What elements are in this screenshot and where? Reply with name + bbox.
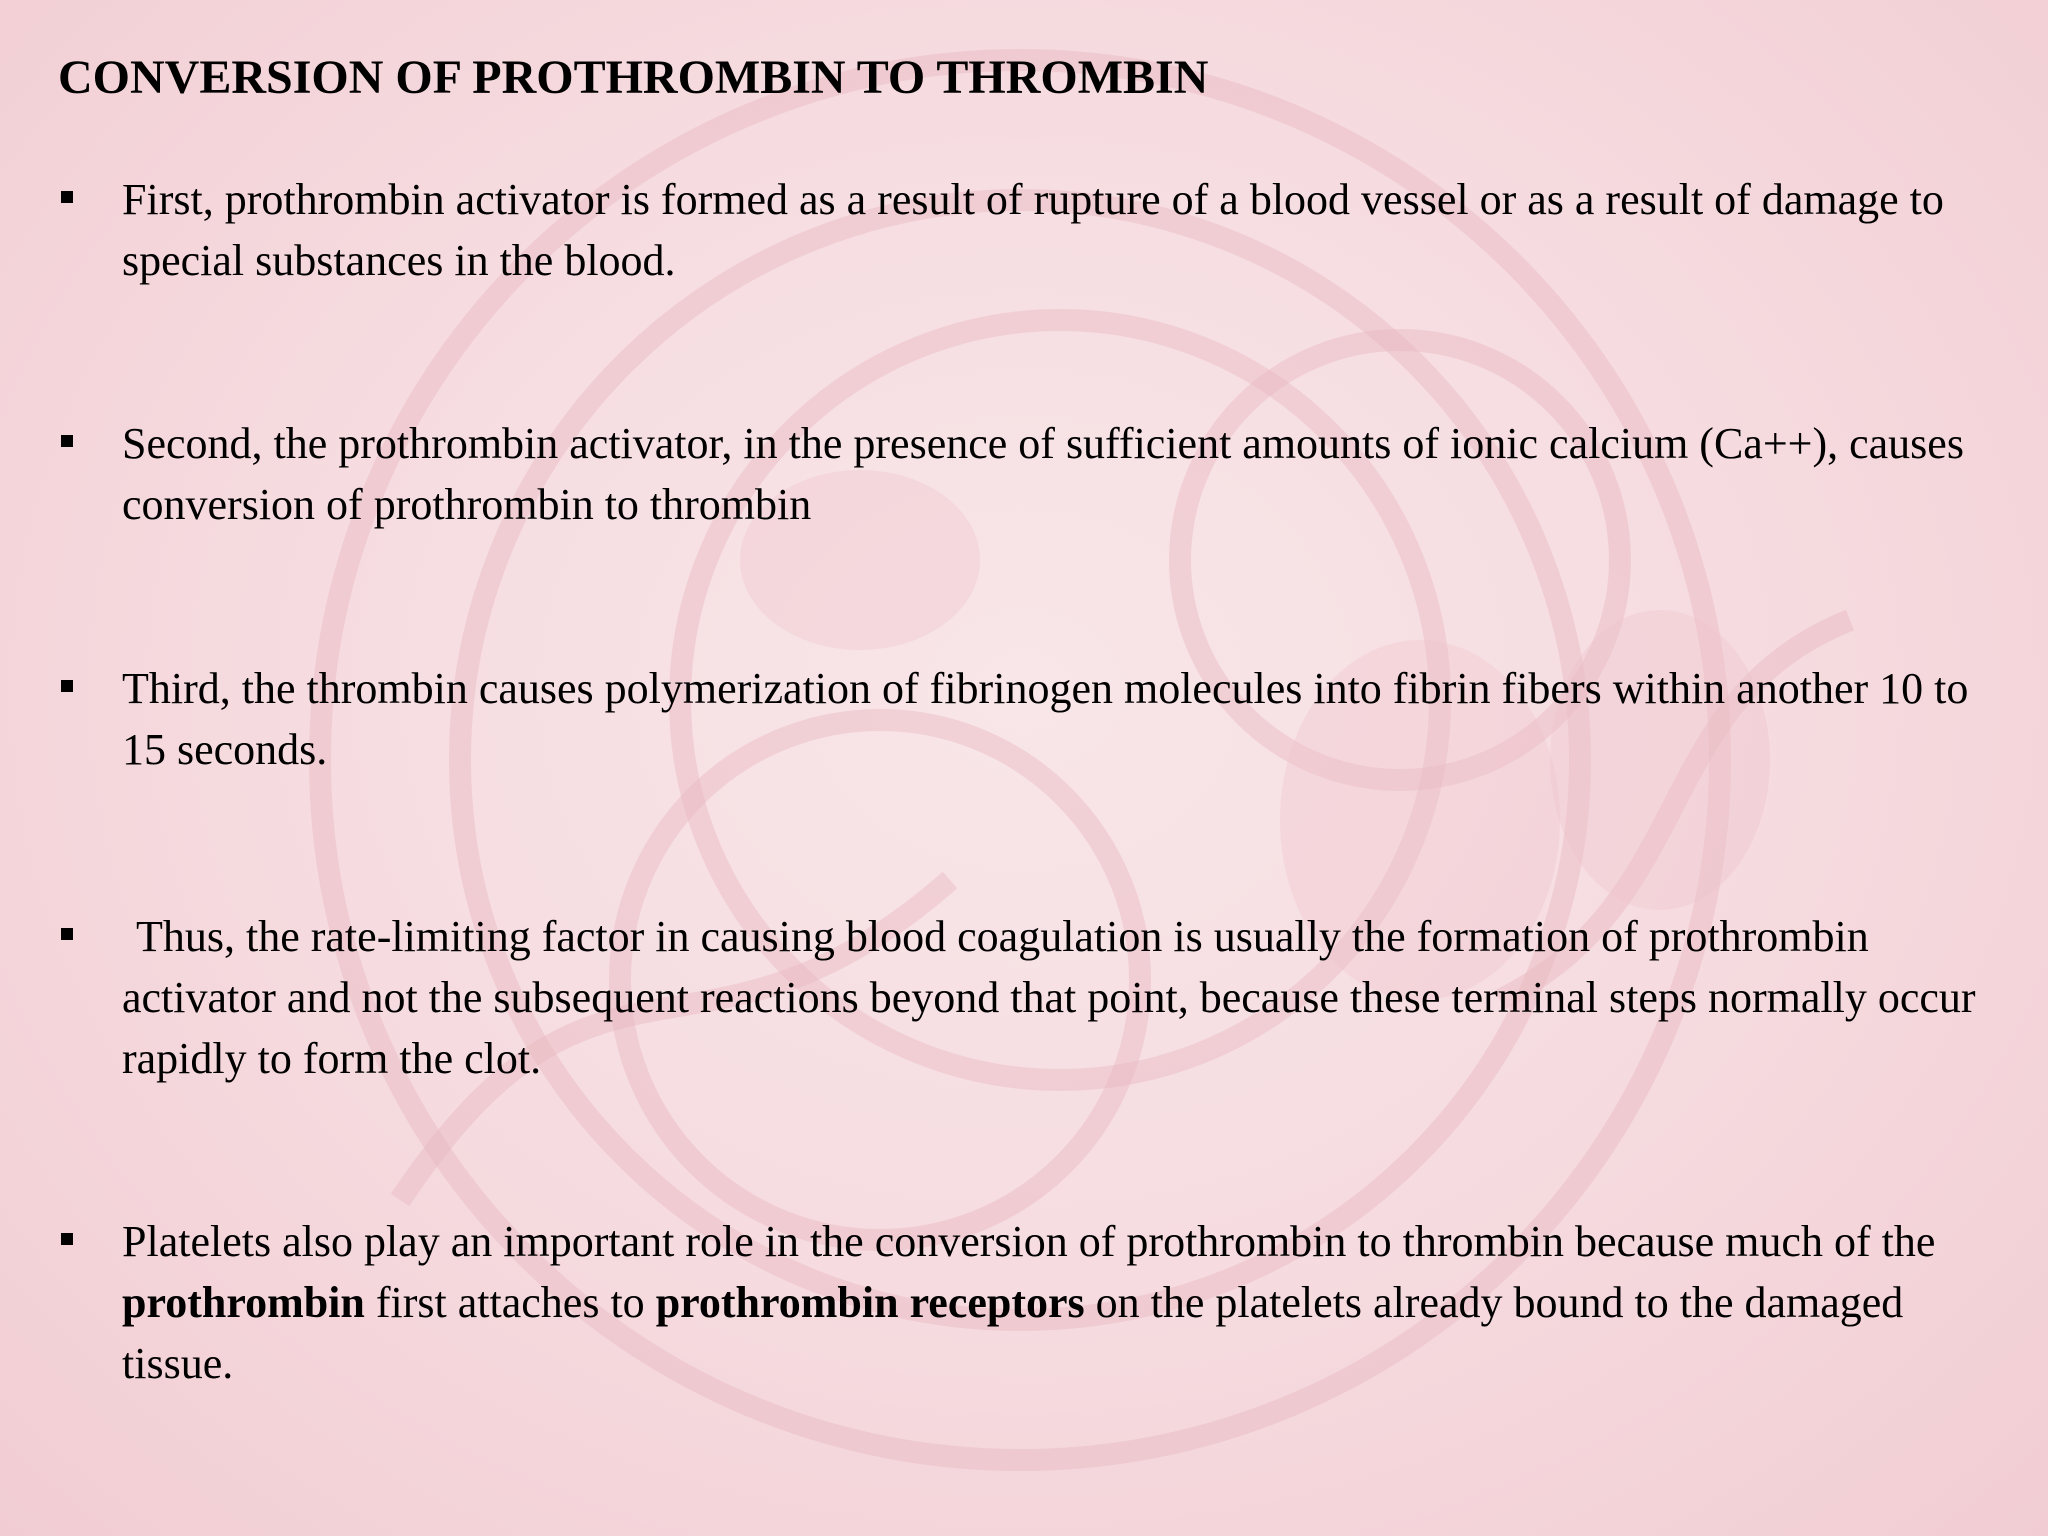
bullet-text-part: first attaches to [364,1278,656,1327]
bullet-text-part: on the platelets already bound to the damaged tissue. [122,1278,1904,1388]
bold-term-prothrombin-receptors: prothrombin receptors [655,1278,1085,1327]
bullet-text [122,1211,1978,1394]
square-bullet-icon [61,435,73,447]
bullet-item [58,1211,1978,1394]
bullet-item [58,906,1978,1089]
square-bullet-icon [61,1233,73,1245]
bullet-text: Third, the thrombin causes polymerization of fibrinogen molecules into fibrin fibers within another 10 to 15 seconds. [122,664,1969,774]
square-bullet-icon [61,191,73,203]
bullet-item [58,658,1978,780]
bullet-item [58,169,1978,291]
square-bullet-icon [61,680,73,692]
square-bullet-icon [61,928,73,940]
bold-term-prothrombin: prothrombin [122,1278,365,1327]
bullet-text-part: Platelets also play an important role in the conversion of prothrombin to thrombin because much of the [122,1217,1936,1266]
bullet-text: Second, the prothrombin activator, in the presence of sufficient amounts of ionic calcium (Ca++), causes conversion of prothrombin to thrombin [122,419,1964,529]
bullet-text: Thus, the rate-limiting factor in causing blood coagulation is usually the formation of prothrombin activator and not the subsequent reactions beyond that point, because these terminal steps normally occur rapidly to form the clot. [122,912,1976,1083]
bullet-text: First, prothrombin activator is formed as a result of rupture of a blood vessel or as a result of damage to special substances in the blood. [122,175,1944,285]
slide-title: CONVERSION OF PROTHROMBIN TO THROMBIN [58,51,1209,104]
bullet-item [58,413,1978,535]
